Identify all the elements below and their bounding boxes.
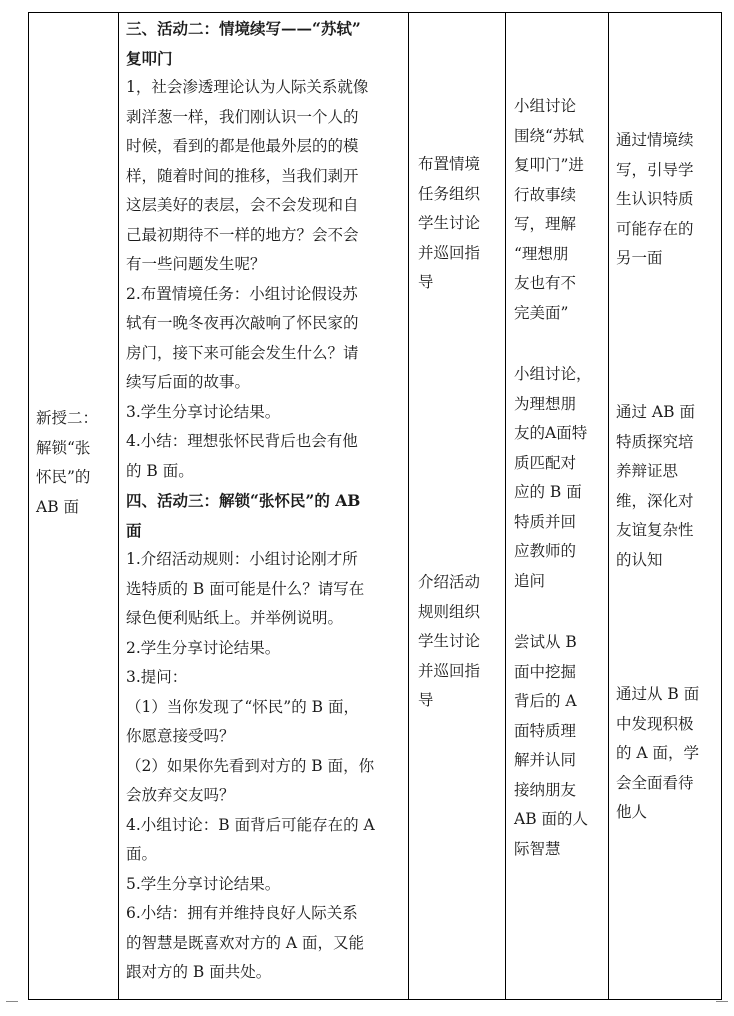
student-activity-line: 接纳朋友 — [514, 780, 577, 799]
student-activity-line: 面特质理 — [514, 721, 577, 740]
content-line: 四、活动三：解锁“张怀民”的 AB — [126, 491, 361, 510]
column-divider — [118, 12, 119, 1000]
content-line: 面 — [126, 520, 142, 540]
content-line: 6.小结：拥有并维持良好人际关系 — [126, 904, 358, 922]
content-line: 2.学生分享讨论结果。 — [126, 638, 281, 657]
content-line: 的智慧是既喜欢对方的 A 面，又能 — [126, 933, 365, 952]
content-line: 4.小组讨论：B 面背后可能存在的 A — [126, 815, 375, 834]
content-line: 的 B 面。 — [126, 461, 194, 480]
student-activity-line: 解并认同 — [514, 751, 577, 769]
student-activity-line: AB 面的人 — [514, 810, 589, 828]
design-intent-cell — [616, 398, 716, 575]
section-label-line: 怀民”的 — [36, 468, 91, 486]
design-intent-line: 中发现积极 — [616, 714, 694, 733]
content-line: （2）如果你先看到对方的 B 面，你 — [126, 756, 375, 775]
content-line: 房门，接下来可能会发生什么？请 — [126, 343, 359, 362]
student-activity-line: 小组讨论 — [514, 97, 577, 115]
content-line: 选特质的 B 面可能是什么？请写在 — [126, 579, 365, 598]
section-label-line: AB 面 — [36, 497, 80, 516]
design-intent-line: 维，深化对 — [616, 491, 694, 510]
content-line: 2.布置情境任务：小组讨论假设苏 — [126, 284, 358, 303]
design-intent-line: 特质探究培 — [616, 432, 694, 451]
design-intent-line: 另一面 — [616, 249, 663, 267]
content-line: 绿色便利贴纸上。并举例说明。 — [126, 609, 344, 627]
student-activity-line: “理想朋 — [514, 244, 569, 263]
teacher-activity-line: 学生讨论 — [418, 632, 481, 650]
student-activity-line: 应的 B 面 — [514, 483, 582, 501]
content-line: 这层美好的表层，会不会发现和自 — [126, 196, 359, 214]
teacher-activity-line: 并巡回指 — [418, 243, 481, 262]
content-line: 5.学生分享讨论结果。 — [126, 874, 281, 893]
page-corner-mark — [6, 1001, 18, 1014]
student-activity-line: 际智慧 — [514, 839, 561, 858]
student-activity-line: 写，理解 — [514, 215, 577, 233]
content-line: 样，随着时间的推移，当我们剥开 — [126, 166, 359, 185]
design-intent-line: 的 A 面，学 — [616, 744, 700, 762]
design-intent-line: 写，引导学 — [616, 160, 694, 179]
content-line: 剥洋葱一样，我们刚认识一个人的 — [126, 107, 359, 126]
student-activity-line: 为理想朋 — [514, 394, 577, 413]
student-activity-line: 面中挖掘 — [514, 662, 577, 681]
design-intent-line: 的认知 — [616, 550, 663, 569]
design-intent-line: 会全面看待 — [616, 773, 694, 792]
teacher-activity-line: 任务组织 — [418, 184, 481, 203]
student-activity-line: 应教师的 — [514, 542, 577, 560]
section-label-line: 解锁“张 — [36, 438, 91, 457]
design-intent-line: 通过 AB 面 — [616, 403, 695, 421]
column-divider — [505, 12, 506, 1000]
content-line: 1，社会渗透理论认为人际关系就像 — [126, 78, 369, 96]
student-activity-line: 尝试从 B — [514, 633, 577, 651]
content-line: 时候，看到的都是他最外层的的模 — [126, 137, 359, 155]
content-line: 4.小结：理想张怀民背后也会有他 — [126, 432, 358, 450]
section-label-cell — [36, 404, 114, 522]
content-line: （1）当你发现了“怀民”的 B 面， — [126, 697, 359, 716]
content-line: 你愿意接受吗？ — [126, 727, 235, 745]
content-line: 轼有一晚冬夜再次敲响了怀民家的 — [126, 314, 359, 332]
student-activity-line: 围绕“苏轼 — [514, 126, 584, 145]
content-line: 复叩门 — [126, 48, 173, 68]
teacher-activity-line: 布置情境 — [418, 155, 481, 173]
student-activity-cell — [514, 92, 602, 328]
teacher-activity-cell — [418, 150, 500, 298]
design-intent-line: 通过从 B 面 — [616, 685, 700, 703]
design-intent-line: 养辩证思 — [616, 462, 679, 480]
content-line: 1.介绍活动规则：小组讨论刚才所 — [126, 550, 358, 568]
design-intent-line: 友谊复杂性 — [616, 521, 694, 539]
content-line: 三、活动二：情境续写——“苏轼” — [126, 19, 361, 38]
student-activity-line: 完美面” — [514, 303, 569, 322]
design-intent-line: 通过情境续 — [616, 131, 694, 149]
content-line: 面。 — [126, 845, 158, 863]
teacher-activity-line: 导 — [418, 273, 434, 291]
student-activity-line: 质匹配对 — [514, 453, 577, 472]
design-intent-cell — [616, 680, 716, 828]
content-line: 跟对方的 B 面共处。 — [126, 963, 272, 981]
student-activity-cell — [514, 628, 602, 864]
content-line: 己最初期待不一样的地方？会不会 — [126, 225, 359, 244]
student-activity-line: 行故事续 — [514, 185, 577, 204]
content-line: 3.提问： — [126, 668, 188, 686]
column-divider — [608, 12, 609, 1000]
column-divider — [408, 12, 409, 1000]
design-intent-line: 他人 — [616, 803, 648, 821]
content-line: 有一些问题发生呢？ — [126, 255, 266, 273]
section-label-line: 新授二： — [36, 409, 99, 427]
design-intent-line: 生认识特质 — [616, 190, 694, 208]
teacher-activity-line: 导 — [418, 691, 434, 709]
teacher-activity-line: 规则组织 — [418, 602, 481, 621]
student-activity-cell — [514, 360, 602, 596]
content-line: 续写后面的故事。 — [126, 373, 251, 391]
teacher-activity-line: 介绍活动 — [418, 573, 481, 591]
student-activity-line: 复叩门”进 — [514, 156, 584, 174]
student-activity-line: 友也有不 — [514, 274, 577, 292]
teacher-activity-cell — [418, 568, 500, 716]
content-line: 会放弃交友吗？ — [126, 786, 235, 804]
student-activity-line: 追问 — [514, 571, 546, 590]
student-activity-line: 特质并回 — [514, 512, 577, 531]
student-activity-line: 背后的 A — [514, 692, 577, 710]
student-activity-line: 小组讨论， — [514, 365, 592, 383]
teacher-activity-line: 学生讨论 — [418, 214, 481, 232]
content-line: 3.学生分享讨论结果。 — [126, 402, 281, 421]
student-activity-line: 友的A面特 — [514, 424, 588, 442]
page-corner-mark — [716, 1001, 728, 1014]
teacher-activity-line: 并巡回指 — [418, 661, 481, 680]
design-intent-line: 可能存在的 — [616, 219, 694, 238]
design-intent-cell — [616, 126, 716, 274]
teaching-content-cell — [126, 14, 402, 988]
